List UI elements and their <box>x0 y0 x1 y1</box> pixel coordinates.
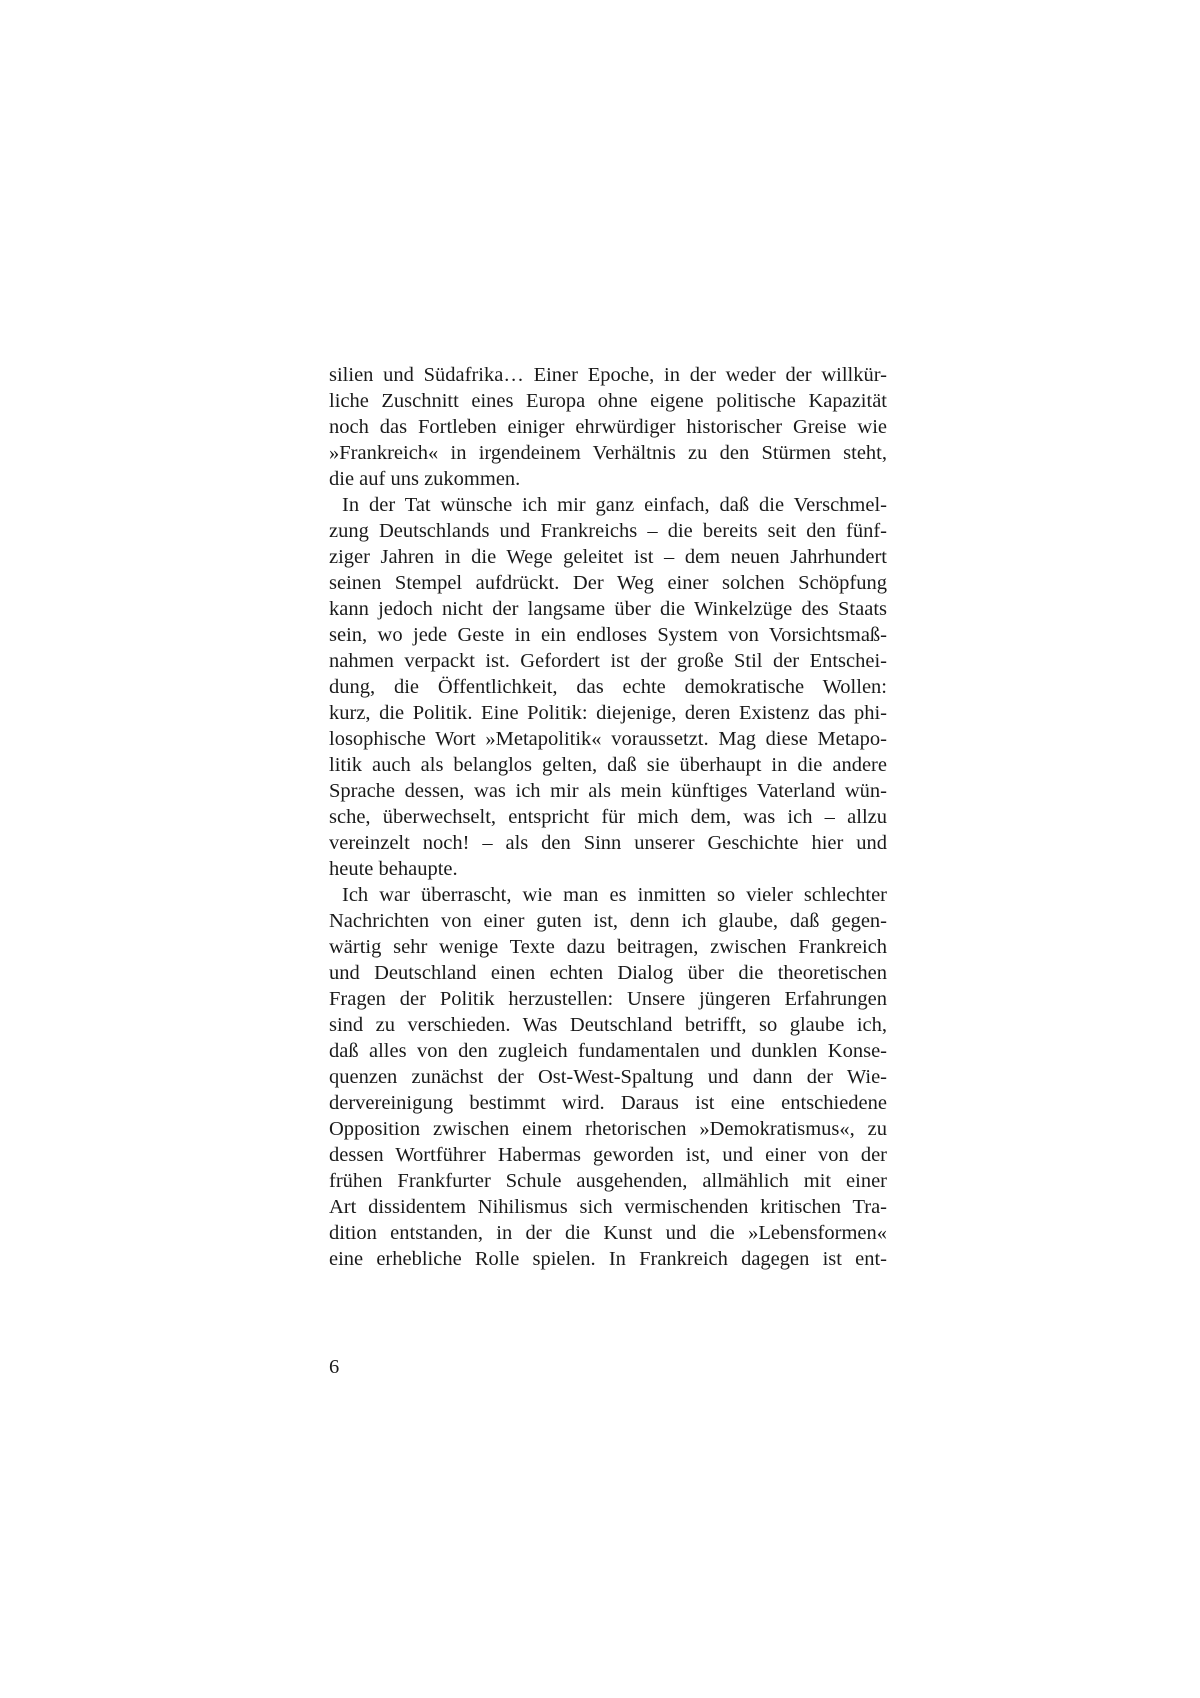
text-line: Opposition zwischen einem rhetorischen »Demokratismus«, zu <box>329 1118 887 1140</box>
text-line: sche, überwechselt, entspricht für mich dem, was ich – allzu <box>329 806 887 828</box>
text-line: liche Zuschnitt eines Europa ohne eigene politische Kapazität <box>329 390 887 412</box>
text-line: die auf uns zukommen. <box>329 468 521 490</box>
text-line: Ich war überrascht, wie man es inmitten so vieler schlechter <box>342 884 887 906</box>
text-line: seinen Stempel aufdrückt. Der Weg einer solchen Schöpfung <box>329 572 887 594</box>
text-line: »Frankreich« in irgendeinem Verhältnis zu den Stürmen steht, <box>329 442 887 464</box>
text-line: In der Tat wünsche ich mir ganz einfach, daß die Verschmel- <box>342 494 887 516</box>
paragraph <box>329 882 887 1272</box>
text-line: kann jedoch nicht der langsame über die Winkelzüge des Staats <box>329 598 887 620</box>
text-line: losophische Wort »Metapolitik« voraussetzt. Mag diese Metapo- <box>329 728 887 750</box>
text-line: Nachrichten von einer guten ist, denn ich glaube, daß gegen- <box>329 910 887 932</box>
text-line: wärtig sehr wenige Texte dazu beitragen, zwischen Frankreich <box>329 936 887 958</box>
text-line: heute behaupte. <box>329 858 458 880</box>
text-line: dessen Wortführer Habermas geworden ist, und einer von der <box>329 1144 887 1166</box>
text-line: zung Deutschlands und Frankreichs – die bereits seit den fünf- <box>329 520 887 542</box>
text-line: noch das Fortleben einiger ehrwürdiger historischer Greise wie <box>329 416 887 438</box>
text-line: kurz, die Politik. Eine Politik: diejenige, deren Existenz das phi- <box>329 702 887 724</box>
text-line: quenzen zunächst der Ost-West-Spaltung und dann der Wie- <box>329 1066 887 1088</box>
body-text <box>329 362 887 1272</box>
text-line: daß alles von den zugleich fundamentalen und dunklen Konse- <box>329 1040 887 1062</box>
text-line: dervereinigung bestimmt wird. Daraus ist eine entschiedene <box>329 1092 887 1114</box>
text-line: und Deutschland einen echten Dialog über die theoretischen <box>329 962 887 984</box>
text-line: dung, die Öffentlichkeit, das echte demokratische Wollen: <box>329 676 887 698</box>
text-line: sein, wo jede Geste in ein endloses System von Vorsichtsmaß- <box>329 624 887 646</box>
text-line: sind zu verschieden. Was Deutschland betrifft, so glaube ich, <box>329 1014 887 1036</box>
text-line: frühen Frankfurter Schule ausgehenden, allmählich mit einer <box>329 1170 887 1192</box>
text-line: silien und Südafrika… Einer Epoche, in der weder der willkür- <box>329 364 887 386</box>
text-line: litik auch als belanglos gelten, daß sie überhaupt in die andere <box>329 754 887 776</box>
text-line: vereinzelt noch! – als den Sinn unserer Geschichte hier und <box>329 832 887 854</box>
paragraph <box>329 362 887 492</box>
text-line: Art dissidentem Nihilismus sich vermischenden kritischen Tra- <box>329 1196 887 1218</box>
page-number: 6 <box>329 1356 340 1378</box>
text-line: nahmen verpackt ist. Gefordert ist der große Stil der Entschei- <box>329 650 887 672</box>
text-line: dition entstanden, in der die Kunst und die »Lebensformen« <box>329 1222 887 1244</box>
text-line: ziger Jahren in die Wege geleitet ist – dem neuen Jahrhundert <box>329 546 887 568</box>
text-line: Fragen der Politik herzustellen: Unsere jüngeren Erfahrungen <box>329 988 887 1010</box>
text-line: eine erhebliche Rolle spielen. In Frankreich dagegen ist ent- <box>329 1248 887 1270</box>
text-line: Sprache dessen, was ich mir als mein künftiges Vaterland wün- <box>329 780 887 802</box>
paragraph <box>329 492 887 882</box>
